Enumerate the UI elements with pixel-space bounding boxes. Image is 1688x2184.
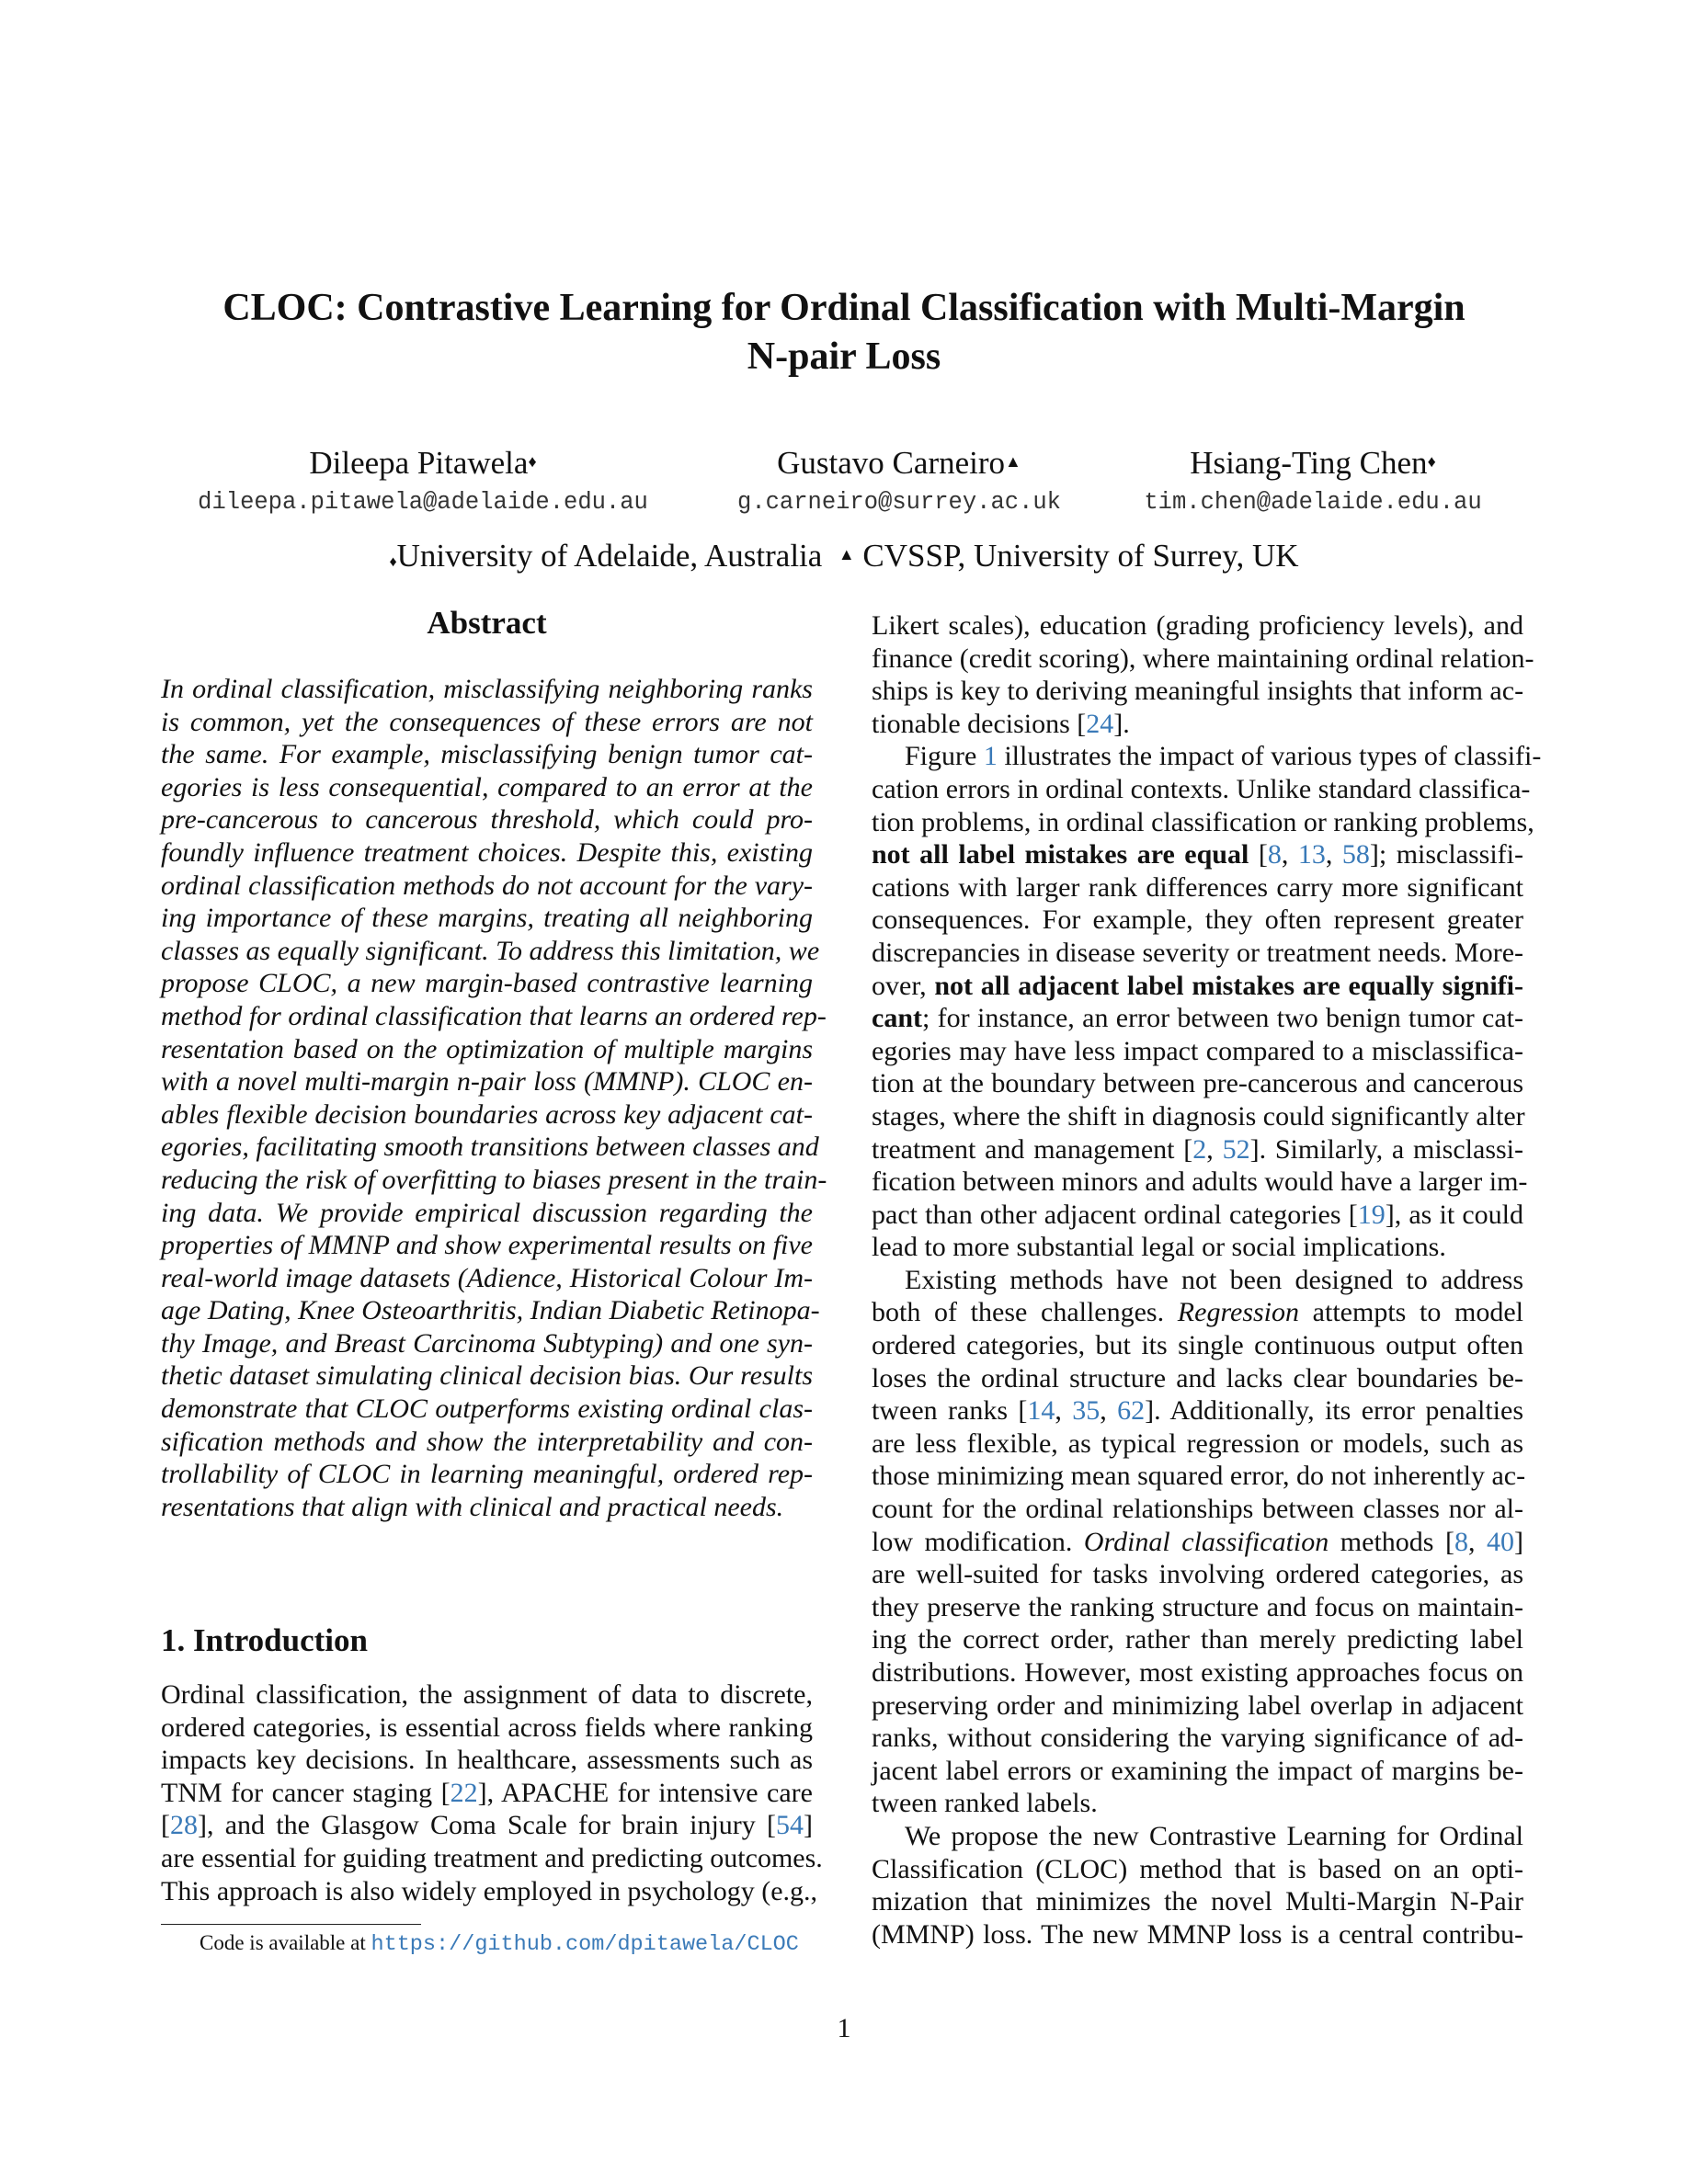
text-line bbox=[872, 1460, 1526, 1493]
text-segment: Classification (CLOC) method that is based on an opti- bbox=[872, 1853, 1523, 1884]
text-segment: ] bbox=[804, 1810, 813, 1841]
author-name: Hsiang-Ting Chen bbox=[1190, 445, 1428, 481]
footnote-divider bbox=[161, 1924, 421, 1925]
text-segment: treatment and management [ bbox=[872, 1133, 1193, 1165]
italic-emphasis: Ordinal classification bbox=[1083, 1526, 1329, 1557]
citation-link[interactable]: 19 bbox=[1357, 1199, 1386, 1230]
text-line bbox=[872, 675, 1523, 708]
code-link[interactable]: https://github.com/dpitawela/CLOC bbox=[371, 1932, 799, 1957]
text-segment: [ bbox=[161, 1810, 170, 1841]
text-segment: This approach is also widely employed in psychology (e.g., bbox=[161, 1875, 818, 1906]
text-segment: ], APACHE for intensive care bbox=[477, 1777, 813, 1808]
text-segment: egories, facilitating smooth transitions between classes and bbox=[161, 1132, 819, 1163]
text-segment: ables flexible decision boundaries across key adjacent cat- bbox=[161, 1098, 813, 1130]
text-segment: demonstrate that CLOC outperforms existing ordinal clas- bbox=[161, 1393, 813, 1425]
text-segment: resentation based on the optimization of multiple margins bbox=[161, 1033, 813, 1064]
text-line bbox=[872, 1787, 1523, 1820]
text-segment: resentations that align with clinical and practical needs. bbox=[161, 1491, 784, 1522]
text-line bbox=[872, 1199, 1523, 1232]
text-segment: illustrates the impact of various types of classifi- bbox=[997, 741, 1542, 772]
citation-link[interactable]: 35 bbox=[1072, 1395, 1101, 1427]
text-segment: In ordinal classification, misclassifying neighboring ranks bbox=[161, 674, 813, 704]
text-line bbox=[872, 970, 1523, 1003]
diamond-icon: ♦ bbox=[528, 452, 537, 471]
text-segment: ordinal classification methods do not account for the vary- bbox=[161, 870, 813, 901]
text-line bbox=[161, 1359, 813, 1393]
text-line bbox=[872, 1623, 1523, 1656]
triangle-icon: ▲ bbox=[1005, 452, 1021, 471]
text-line bbox=[872, 1820, 1523, 1853]
text-line bbox=[161, 1393, 813, 1426]
text-line bbox=[161, 967, 813, 1000]
text-line bbox=[161, 1875, 818, 1908]
text-segment: is common, yet the consequences of these errors are not bbox=[161, 706, 813, 737]
author-email[interactable]: g.carneiro@surrey.ac.uk bbox=[737, 489, 1061, 516]
title-line-1: CLOC: Contrastive Learning for Ordinal Classification with Multi-Margin bbox=[222, 287, 1466, 329]
citation-link[interactable]: 22 bbox=[450, 1777, 478, 1808]
text-segment: impacts key decisions. In healthcare, assessments such as bbox=[161, 1745, 813, 1776]
text-line bbox=[161, 1491, 813, 1524]
text-segment: cations with larger rank differences carry more significant bbox=[872, 871, 1523, 903]
text-segment: are less flexible, as typical regression or models, such as bbox=[872, 1428, 1523, 1459]
text-line bbox=[161, 870, 813, 903]
text-segment: those minimizing mean squared error, do not inherently ac- bbox=[872, 1461, 1526, 1492]
text-line bbox=[872, 871, 1523, 904]
text-line bbox=[872, 1428, 1523, 1461]
text-segment: ]. bbox=[1113, 708, 1130, 739]
text-segment: Existing methods have not been designed to address bbox=[905, 1264, 1523, 1295]
text-segment: Figure bbox=[905, 741, 984, 772]
text-segment: with a novel multi-margin n-pair loss (MMNP). CLOC en- bbox=[161, 1066, 813, 1098]
text-line bbox=[872, 1133, 1523, 1166]
abstract-heading: Abstract bbox=[427, 605, 547, 641]
text-segment: tion at the boundary between pre-cancerous and cancerous bbox=[872, 1068, 1523, 1099]
text-segment: finance (credit scoring), where maintaining ordinal relation- bbox=[872, 643, 1534, 674]
text-segment: sification methods and show the interpretability and con- bbox=[161, 1426, 813, 1457]
footnote-text: Code is available at bbox=[200, 1931, 371, 1954]
text-segment: fication between minors and adults would have a larger im- bbox=[872, 1166, 1528, 1198]
text-segment: ], and the Glasgow Coma Scale for brain injury [ bbox=[198, 1810, 776, 1841]
author-email[interactable]: dileepa.pitawela@adelaide.edu.au bbox=[198, 489, 648, 516]
bold-emphasis: cant bbox=[872, 1003, 922, 1034]
text-segment: ships is key to deriving meaningful insights that inform ac- bbox=[872, 676, 1524, 707]
text-segment: thy Image, and Breast Carcinoma Subtyping) and one syn- bbox=[161, 1327, 813, 1359]
text-segment: discrepancies in disease severity or treatment needs. More- bbox=[872, 937, 1523, 968]
text-line bbox=[872, 1558, 1523, 1591]
text-segment: mization that minimizes the novel Multi-Margin N-Pair bbox=[872, 1886, 1523, 1917]
text-line bbox=[161, 935, 820, 968]
text-line bbox=[872, 609, 1523, 643]
text-line bbox=[161, 738, 813, 771]
text-segment: Ordinal classification, the assignment of data to discrete, bbox=[161, 1679, 813, 1710]
text-segment: ; for instance, an error between two benign tumor cat- bbox=[922, 1003, 1523, 1034]
text-segment: pact than other adjacent ordinal categories [ bbox=[872, 1199, 1358, 1230]
citation-link[interactable]: 13 bbox=[1297, 839, 1326, 870]
text-line bbox=[872, 838, 1523, 871]
citation-link[interactable]: 1 bbox=[983, 741, 998, 772]
text-segment: jacent label errors or examining the impact of margins be- bbox=[872, 1755, 1523, 1786]
author-email[interactable]: tim.chen@adelaide.edu.au bbox=[1144, 489, 1482, 516]
text-line bbox=[872, 1166, 1528, 1199]
text-segment: loses the ordinal structure and lacks clear boundaries be- bbox=[872, 1362, 1523, 1393]
citation-link[interactable]: 40 bbox=[1487, 1526, 1515, 1557]
citation-link[interactable]: 62 bbox=[1117, 1395, 1146, 1427]
text-line bbox=[872, 1231, 1523, 1264]
text-line bbox=[872, 1689, 1523, 1723]
text-segment: methods [ bbox=[1329, 1526, 1454, 1557]
text-line bbox=[161, 706, 813, 739]
text-segment: are essential for guiding treatment and predicting outcomes. bbox=[161, 1842, 823, 1873]
paper-title bbox=[0, 284, 1688, 381]
author-name: Gustavo Carneiro bbox=[777, 445, 1006, 481]
text-segment: real-world image datasets (Adience, Historical Colour Im- bbox=[161, 1262, 813, 1293]
text-segment: tionable decisions [ bbox=[872, 708, 1087, 739]
text-segment: properties of MMNP and show experimental results on five bbox=[161, 1230, 813, 1261]
text-line bbox=[161, 1294, 820, 1327]
text-segment: reducing the risk of overfitting to biases present in the train- bbox=[161, 1164, 827, 1195]
text-segment: stages, where the shift in diagnosis could significantly alter bbox=[872, 1100, 1525, 1132]
text-line bbox=[872, 740, 1542, 773]
text-line bbox=[872, 1656, 1523, 1689]
text-segment: tween ranked labels. bbox=[872, 1788, 1098, 1819]
text-segment: attempts to model bbox=[1299, 1297, 1524, 1328]
text-line bbox=[872, 904, 1523, 937]
text-line bbox=[161, 1131, 819, 1164]
right-column-body bbox=[872, 609, 1542, 1951]
text-line bbox=[872, 1296, 1523, 1329]
text-segment: ]. Additionally, its error penalties bbox=[1145, 1395, 1523, 1427]
text-segment: ordered categories, is essential across fields where ranking bbox=[161, 1712, 813, 1743]
citation-link[interactable]: 2 bbox=[1192, 1133, 1207, 1165]
text-segment: egories may have less impact compared to a misclassifica- bbox=[872, 1035, 1523, 1066]
diamond-icon: ♦ bbox=[389, 554, 397, 570]
text-segment: ranks, without considering the varying significance of ad- bbox=[872, 1723, 1523, 1754]
text-line bbox=[161, 1426, 813, 1459]
text-segment: cation errors in ordinal contexts. Unlike standard classifica- bbox=[872, 773, 1531, 804]
text-segment: tion problems, in ordinal classification or ranking problems, bbox=[872, 806, 1534, 837]
text-segment: [ bbox=[1249, 839, 1268, 870]
citation-link[interactable]: 14 bbox=[1027, 1395, 1055, 1427]
citation-link[interactable]: 8 bbox=[1267, 839, 1282, 870]
text-segment: consequences. For example, they often represent greater bbox=[872, 904, 1523, 936]
text-line bbox=[161, 1033, 813, 1066]
text-segment: foundly influence treatment choices. Despite this, existing bbox=[161, 836, 813, 868]
text-segment: pre-cancerous to cancerous threshold, which could pro- bbox=[161, 804, 813, 836]
text-segment: ], as it could bbox=[1385, 1199, 1523, 1230]
text-segment: ordered categories, but its single continuous output often bbox=[872, 1330, 1523, 1361]
author-1 bbox=[147, 445, 699, 517]
text-segment: , bbox=[1055, 1395, 1073, 1427]
text-segment: , bbox=[1325, 839, 1342, 870]
text-line bbox=[161, 902, 813, 935]
text-segment: thetic dataset simulating clinical decision bias. Our results bbox=[161, 1360, 813, 1392]
text-line bbox=[872, 1526, 1523, 1559]
text-segment: are well-suited for tasks involving ordered categories, as bbox=[872, 1559, 1523, 1590]
affiliation-2: CVSSP, University of Surrey, UK bbox=[862, 538, 1299, 574]
abstract-body bbox=[161, 673, 827, 1523]
text-line bbox=[872, 1067, 1523, 1100]
text-line bbox=[161, 1712, 813, 1745]
text-line bbox=[872, 937, 1523, 970]
text-segment: over, bbox=[872, 970, 935, 1001]
text-line bbox=[872, 1394, 1523, 1428]
text-segment: ]; misclassifi- bbox=[1369, 839, 1524, 870]
text-line bbox=[161, 1000, 827, 1033]
text-line bbox=[161, 1065, 813, 1098]
italic-emphasis: Regression bbox=[1177, 1297, 1299, 1328]
introduction-heading: 1. Introduction bbox=[161, 1622, 368, 1658]
citation-link[interactable]: 54 bbox=[776, 1810, 804, 1841]
text-segment: age Dating, Knee Osteoarthritis, Indian Diabetic Retinopa- bbox=[161, 1295, 820, 1326]
text-line bbox=[872, 773, 1531, 806]
text-line bbox=[872, 1493, 1523, 1526]
text-line bbox=[161, 1197, 813, 1230]
diamond-icon: ♦ bbox=[1427, 452, 1436, 471]
text-segment: propose CLOC, a new margin-based contrastive learning bbox=[161, 968, 813, 999]
text-line bbox=[161, 673, 813, 706]
text-line bbox=[872, 1918, 1523, 1951]
text-segment: (MMNP) loss. The new MMNP loss is a central contribu- bbox=[872, 1918, 1523, 1950]
page-number: 1 bbox=[837, 2013, 851, 2043]
text-segment: ing the correct order, rather than merely predicting label bbox=[872, 1624, 1523, 1655]
text-segment: distributions. However, most existing approaches focus on bbox=[872, 1657, 1523, 1688]
text-segment: , bbox=[1100, 1395, 1118, 1427]
text-segment: Likert scales), education (grading proficiency levels), and bbox=[872, 610, 1523, 641]
text-line bbox=[161, 1262, 813, 1295]
text-line bbox=[161, 803, 813, 836]
text-line bbox=[872, 806, 1534, 839]
text-segment: low modification. bbox=[872, 1526, 1084, 1557]
text-segment: ing importance of these margins, treating all neighboring bbox=[161, 903, 813, 934]
text-line bbox=[872, 1329, 1523, 1362]
citation-link[interactable]: 52 bbox=[1222, 1133, 1250, 1165]
text-segment: trollability of CLOC in learning meaningful, ordered rep- bbox=[161, 1459, 813, 1490]
bold-emphasis: not all label mistakes are equal bbox=[872, 839, 1249, 870]
text-line bbox=[161, 836, 813, 870]
text-line bbox=[161, 771, 813, 804]
text-line bbox=[161, 1229, 813, 1262]
text-line bbox=[872, 1002, 1523, 1035]
text-segment: ] bbox=[1514, 1526, 1524, 1557]
affiliation-1: University of Adelaide, Australia bbox=[396, 538, 823, 574]
text-segment: classes as equally significant. To address this limitation, we bbox=[161, 935, 820, 966]
text-line bbox=[872, 1035, 1523, 1068]
citation-link[interactable]: 58 bbox=[1341, 839, 1370, 870]
text-line bbox=[161, 1098, 813, 1132]
text-segment: count for the ordinal relationships between classes nor al- bbox=[872, 1494, 1523, 1525]
text-line bbox=[872, 1264, 1523, 1297]
text-line bbox=[872, 1853, 1523, 1886]
text-line bbox=[872, 708, 1523, 741]
text-line bbox=[872, 1591, 1523, 1624]
text-line bbox=[161, 1842, 823, 1875]
text-segment: ing data. We provide empirical discussion regarding the bbox=[161, 1197, 813, 1228]
text-line bbox=[161, 1777, 813, 1810]
introduction-body bbox=[161, 1678, 823, 1907]
citation-link[interactable]: 24 bbox=[1086, 708, 1114, 739]
author-3 bbox=[1037, 445, 1589, 517]
text-segment: tween ranks [ bbox=[872, 1395, 1028, 1427]
text-line bbox=[161, 1327, 813, 1360]
text-segment: egories is less consequential, compared to an error at the bbox=[161, 771, 813, 802]
text-segment: method for ordinal classification that learns an ordered rep- bbox=[161, 1000, 827, 1031]
text-segment: TNM for cancer staging [ bbox=[161, 1777, 451, 1808]
triangle-icon: ▲ bbox=[838, 545, 855, 563]
title-line-2: N-pair Loss bbox=[747, 336, 941, 378]
affiliations bbox=[0, 538, 1688, 581]
text-segment: ]. Similarly, a misclassi- bbox=[1249, 1133, 1523, 1165]
text-line bbox=[161, 1744, 813, 1777]
text-line bbox=[161, 1678, 813, 1712]
text-line bbox=[872, 1362, 1523, 1395]
text-segment: both of these challenges. bbox=[872, 1297, 1178, 1328]
text-line bbox=[872, 1722, 1523, 1755]
text-segment: preserving order and minimizing label overlap in adjacent bbox=[872, 1689, 1523, 1721]
text-line bbox=[872, 1755, 1523, 1788]
text-line bbox=[161, 1164, 827, 1197]
citation-link[interactable]: 8 bbox=[1454, 1526, 1468, 1557]
text-segment: lead to more substantial legal or social implications. bbox=[872, 1232, 1446, 1263]
text-line bbox=[161, 1458, 813, 1491]
text-line bbox=[872, 643, 1534, 676]
author-name: Dileepa Pitawela bbox=[309, 445, 529, 481]
text-segment: they preserve the ranking structure and focus on maintain- bbox=[872, 1591, 1523, 1622]
text-segment: , bbox=[1281, 839, 1298, 870]
text-segment: , bbox=[1467, 1526, 1488, 1557]
text-segment: the same. For example, misclassifying benign tumor cat- bbox=[161, 739, 813, 770]
text-line bbox=[872, 1100, 1523, 1133]
footnote bbox=[200, 1929, 799, 1959]
text-line bbox=[872, 1885, 1523, 1918]
text-segment: , bbox=[1206, 1133, 1223, 1165]
bold-emphasis: not all adjacent label mistakes are equally signifi- bbox=[934, 970, 1524, 1001]
text-line bbox=[161, 1809, 813, 1842]
text-segment: We propose the new Contrastive Learning for Ordinal bbox=[905, 1820, 1523, 1851]
citation-link[interactable]: 28 bbox=[170, 1810, 198, 1841]
